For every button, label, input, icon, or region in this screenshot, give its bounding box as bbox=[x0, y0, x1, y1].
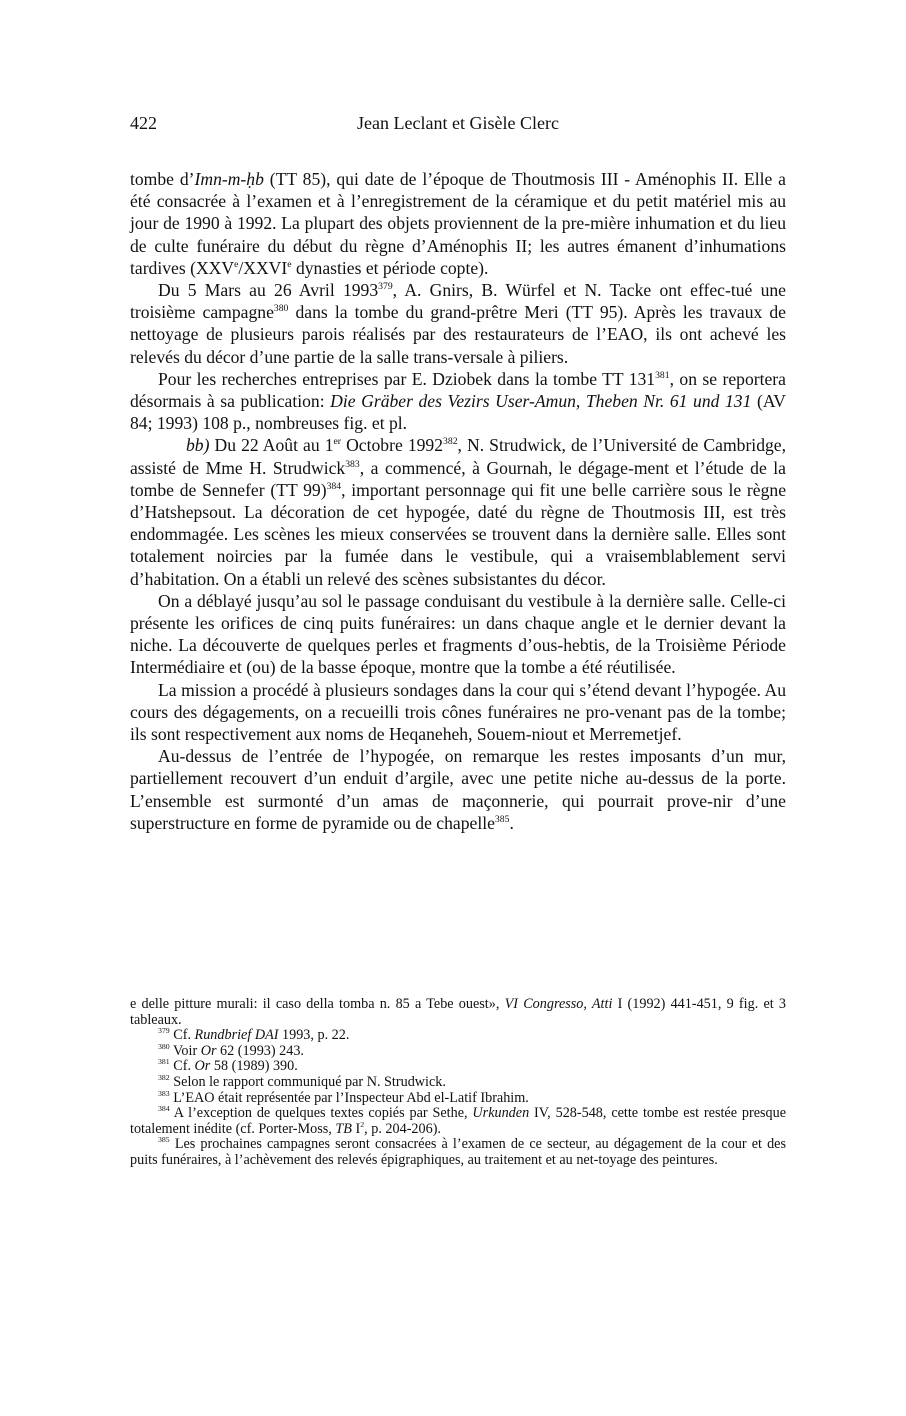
text-run: dynasties et période copte). bbox=[291, 257, 489, 278]
paragraph-4 bbox=[130, 434, 786, 589]
footnote-ref: 384 bbox=[326, 480, 342, 492]
paragraph-1 bbox=[130, 168, 786, 279]
text-run: , p. 204-206). bbox=[364, 1120, 441, 1137]
paragraph-6: La mission a procédé à plusieurs sondages dans la cour qui s’étend devant l’hypogée. Au cours des dégagements, on a recueilli trois cônes funéraires ne pro-venant pas de la tombe; ils sont respectivement aux noms de Heqaneheh, Souem-niout et Merremetjef. bbox=[130, 679, 786, 745]
footnote-381 bbox=[130, 1059, 786, 1075]
body-text bbox=[130, 168, 786, 834]
footnote-number: 385 bbox=[158, 1135, 170, 1145]
text-run: Pour les recherches entreprises par E. Dziobek dans la tombe TT 131 bbox=[158, 368, 656, 389]
text-run: 62 (1993) 243. bbox=[216, 1042, 304, 1059]
superscript: 2 bbox=[360, 1119, 365, 1129]
text-run: (TT 85), qui date de l’époque de Thoutmosis III - Aménophis II. Elle a été consacrée à l’examen et à l’enregistrement de la céramique et du petit matériel mis au jour de 1990 à 1992. La plupart des objets proviennent de la pre-mière inhumation et du lieu de culte funéraire du début du règne d’Aménophis II; les autres émanent d’inhumations tardives (XXV bbox=[130, 169, 786, 278]
text-run: Selon le rapport communiqué par N. Strudwick. bbox=[169, 1073, 446, 1090]
superscript: er bbox=[333, 436, 342, 448]
text-run: I (1992) 441-451, 9 fig. et 3 tableaux. bbox=[130, 996, 786, 1028]
text-run: L’EAO était représentée par l’Inspecteur Abd el-Latif Ibrahim. bbox=[169, 1089, 529, 1106]
footnote-ref: 380 bbox=[273, 302, 289, 314]
footnote-379 bbox=[130, 1028, 786, 1044]
text-run: I bbox=[351, 1120, 361, 1137]
text-run: , N. Strudwick, de l’Université de Cambridge, assisté de Mme H. Strudwick bbox=[130, 435, 787, 478]
footnote-number: 384 bbox=[158, 1104, 170, 1114]
footnotes bbox=[130, 997, 786, 1169]
footnote-number: 380 bbox=[158, 1041, 170, 1051]
text-run: Octobre 1992 bbox=[341, 435, 444, 456]
text-run: 58 (1989) 390. bbox=[210, 1058, 298, 1075]
paragraph-3 bbox=[130, 368, 786, 435]
text-run: Du 5 Mars au 26 Avril 1993 bbox=[158, 280, 379, 301]
text-run: . bbox=[509, 812, 514, 833]
text-run: Cf. bbox=[169, 1027, 195, 1044]
text-run: e delle pitture murali: il caso della tomba n. 85 a Tebe ouest», bbox=[130, 996, 505, 1012]
italic-text: Imn-m-ḥb bbox=[194, 169, 264, 189]
italic-text: VI Congresso, Atti bbox=[504, 996, 613, 1012]
section-marker: bb) bbox=[186, 435, 210, 456]
text-run: Du 22 Août au 1 bbox=[209, 435, 334, 456]
text-run: A l’exception de quelques textes copiés par Sethe, bbox=[169, 1105, 473, 1122]
footnote-384 bbox=[130, 1106, 786, 1137]
footnote-ref: 381 bbox=[655, 369, 670, 381]
italic-text: Or bbox=[200, 1042, 217, 1059]
text-run: dans la tombe du grand-prêtre Meri (TT 95). Après les travaux de nettoyage de plusieurs parois réalisés par des restaurateurs de l’EAO, ils ont achevé les relevés du décor d’une partie de la salle trans-versale à piliers. bbox=[130, 302, 786, 367]
footnote-ref: 382 bbox=[443, 436, 458, 448]
publication-title: Die Gräber des Vezirs User-Amun, Theben Nr. 61 und 131 bbox=[330, 391, 752, 412]
text-run: , A. Gnirs, B. Würfel et N. Tacke ont effec-tué une troisième campagne bbox=[130, 280, 786, 323]
italic-text: Or bbox=[194, 1058, 211, 1075]
footnote-383 bbox=[130, 1088, 786, 1107]
paragraph-2 bbox=[130, 279, 786, 368]
italic-text: Urkunden bbox=[472, 1105, 530, 1122]
text-run: (AV 84; 1993) 108 p., nombreuses fig. et pl. bbox=[130, 391, 786, 434]
text-run: /XXVI bbox=[238, 257, 288, 278]
text-run: Voir bbox=[169, 1042, 201, 1059]
footnote-ref: 379 bbox=[378, 280, 393, 292]
superscript: e bbox=[287, 258, 292, 270]
footnote-continuation bbox=[130, 997, 786, 1028]
footnote-ref: 383 bbox=[345, 458, 360, 470]
footnote-number: 383 bbox=[158, 1088, 170, 1098]
italic-text: TB bbox=[335, 1120, 352, 1137]
text-run: Au-dessus de l’entrée de l’hypogée, on remarque les restes imposants d’un mur, partiellement recouvert d’un enduit d’argile, avec une petite niche au-dessus de la porte. L’ensemble est surmonté d’un amas de maçonnerie, qui pourrait prove-nir d’une superstructure en forme de pyramide ou de chapelle bbox=[130, 746, 786, 833]
footnote-ref: 385 bbox=[494, 813, 510, 825]
text-run: Cf. bbox=[169, 1058, 195, 1075]
paragraph-7 bbox=[130, 745, 786, 834]
text-run: , on se reportera désormais à sa publication: bbox=[130, 368, 786, 412]
running-head: Jean Leclant et Gisèle Clerc bbox=[357, 113, 559, 133]
text-run: Les prochaines campagnes seront consacrées à l’examen de ce secteur, au dégagement de la cour et des puits funéraires, à l’achèvement des relevés épigraphiques, au traitement et au net-toyage des peintures. bbox=[130, 1136, 786, 1168]
page-header bbox=[130, 113, 786, 139]
page-number: 422 bbox=[130, 113, 157, 133]
footnote-385 bbox=[130, 1137, 786, 1168]
footnote-382 bbox=[130, 1075, 786, 1091]
paragraph-5: On a déblayé jusqu’au sol le passage conduisant du vestibule à la dernière salle. Celle-ci présente les orifices de cinq puits funéraires: un dans chaque angle et le dernier devant la niche. La découverte de quelques perles et fragments d’ous-hebtis, de la Troisième Période Intermédiaire et (ou) de la basse époque, montre que la tombe a été réutilisée. bbox=[130, 590, 786, 678]
italic-text: Rundbrief DAI bbox=[194, 1027, 279, 1044]
text-run: 1993, p. 22. bbox=[278, 1027, 350, 1044]
text-run: tombe d’ bbox=[130, 169, 195, 189]
footnote-number: 379 bbox=[158, 1026, 170, 1036]
text-run: , important personnage qui fit une belle carrière sous le règne d’Hatshepsout. La décoration de cet hypogée, daté du règne de Thoutmosis III, est très endommagée. Les scènes les mieux conservées se trouvent dans la dernière salle. Elles sont totalement noircies par la fumée dans le vestibule, qui a vraisemblablement servi d’habitation. On a établi un relevé des scènes subsistantes du décor. bbox=[130, 479, 786, 589]
footnote-number: 382 bbox=[158, 1073, 170, 1083]
text-run: , a commencé, à Gournah, le dégage-ment et l’étude de la tombe de Sennefer (TT 99) bbox=[130, 457, 786, 500]
superscript: e bbox=[234, 258, 239, 270]
footnote-number: 381 bbox=[158, 1057, 170, 1067]
text-run: IV, 528-548, cette tombe est restée presque totalement inédite (cf. Porter-Moss, bbox=[130, 1105, 787, 1137]
